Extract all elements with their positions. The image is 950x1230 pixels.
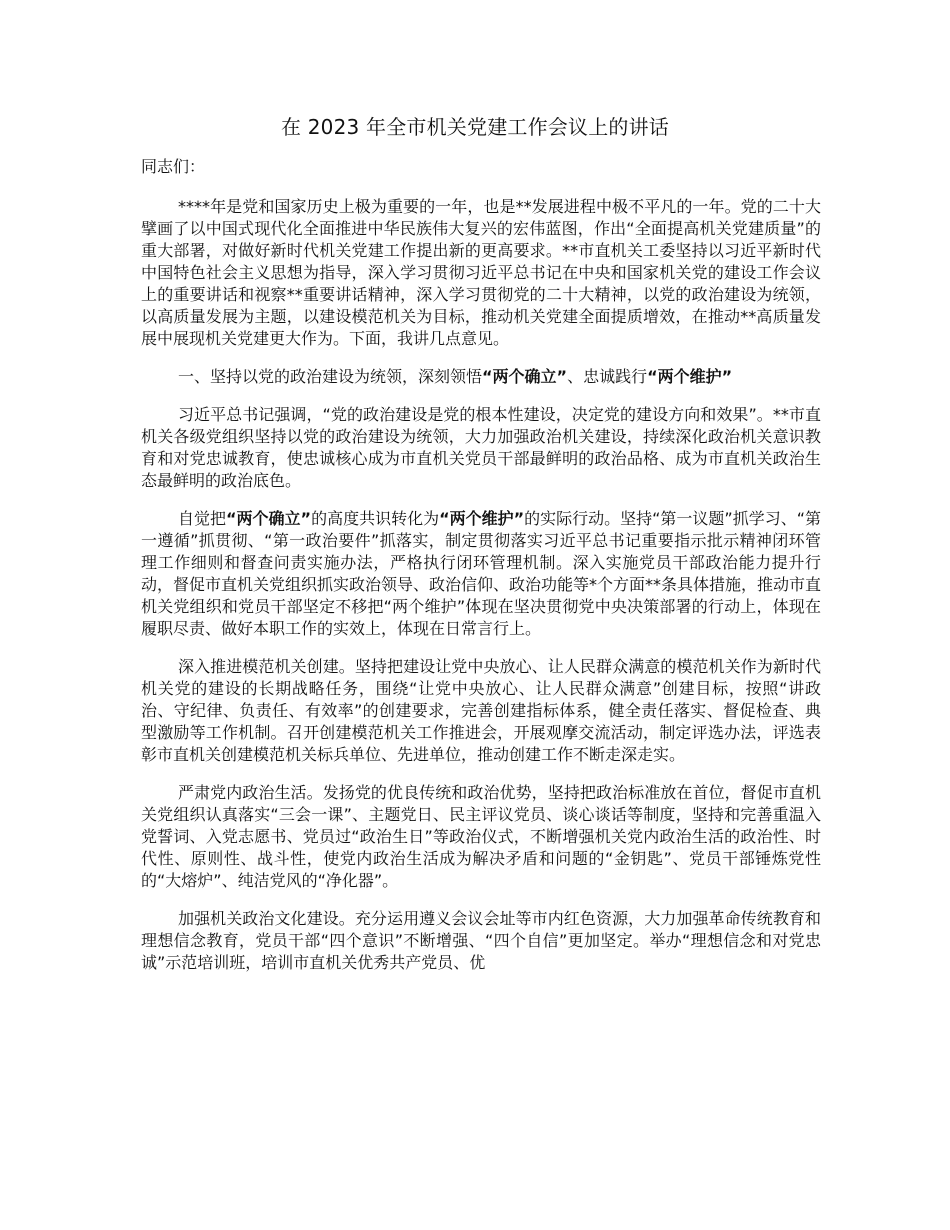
p2-text-b: 的高度共识转化为: [311, 509, 440, 528]
heading-quote-2: “两个维护”: [647, 367, 733, 386]
section-heading-1: [141, 366, 821, 388]
paragraph-5: 加强机关政治文化建设。充分运用遵义会议会址等市内红色资源，大力加强革命传统教育和理想信念教育，党员干部“四个意识”不断增强、“四个自信”更加坚定。举办“理想信念和对党忠诚”示范培训班，培训市直机关优秀共产党员、优: [141, 909, 821, 972]
heading-text-a: 一、坚持以党的政治建设为统领，深刻领悟: [178, 367, 483, 386]
p2-text-a: 自觉把: [178, 509, 227, 528]
p2-quote-1: “两个确立”: [226, 509, 312, 528]
p2-quote-2: “两个维护”: [439, 509, 525, 528]
heading-quote-1: “两个确立”: [482, 367, 568, 386]
document-title: 在 2023 年全市机关党建工作会议上的讲话: [280, 115, 669, 139]
paragraph-3: 深入推进模范机关创建。坚持把建设让党中央放心、让人民群众满意的模范机关作为新时代机关党的建设的长期战略任务，围绕“让党中央放心、让人民群众满意”创建目标，按照“讲政治、守纪律、负责任、有效率”的创建要求，完善创建指标体系，健全责任落实、督促检查、典型激励等工作机制。召开创建模范机关工作推进会，开展观摩交流活动，制定评选办法，评选表彰市直机关创建模范机关标兵单位、先进单位，推动创建工作不断走深走实。: [141, 657, 821, 764]
intro-paragraph: ****年是党和国家历史上极为重要的一年，也是**发展进程中极不平凡的一年。党的二十大擘画了以中国式现代化全面推进中华民族伟大复兴的宏伟蓝图，作出“全面提高机关党建质量”的重大部署，对做好新时代机关党建工作提出新的更高要求。**市直机关工委坚持以习近平新时代中国特色社会主义思想为指导，深入学习贯彻习近平总书记在中央和国家机关党的建设工作会议上的重要讲话和视察**重要讲话精神，深入学习贯彻党的二十大精神，以党的政治建设为统领，以高质量发展为主题，以建设模范机关为目标，推动机关党建全面提质增效，在推动**高质量发展中展现机关党建更大作为。下面，我讲几点意见。: [141, 197, 821, 348]
salutation: 同志们：: [141, 157, 206, 176]
paragraph-1: 习近平总书记强调，“党的政治建设是党的根本性建设，决定党的建设方向和效果”。**市直机关各级党组织坚持以党的政治建设为统领，大力加强政治机关建设，持续深化政治机关意识教育和对党忠诚教育，使忠诚核心成为市直机关党员干部最鲜明的政治品格、成为市直机关政治生态最鲜明的政治底色。: [141, 405, 821, 490]
p2-text-c: 的实际行动。坚持“第一议题”抓学习、“第一遵循”抓贯彻、“第一政治要件”抓落实，制定贯彻落实习近平总书记重要指示批示精神闭环管理工作细则和督查问责实施办法，严格执行闭环管理机制。深入实施党员干部政治能力提升行动，督促市直机关党组织抓实政治领导、政治信仰、政治功能等*个方面**条具体措施，推动市直机关党组织和党员干部坚定不移把“两个维护”体现在坚决贯彻党中央决策部署的行动上，体现在履职尽责、做好本职工作的实效上，体现在日常言行上。: [141, 509, 822, 638]
paragraph-2: [141, 508, 821, 640]
document-body: [141, 156, 821, 990]
heading-text-b: 、忠诚践行: [567, 367, 648, 386]
paragraph-4: 严肃党内政治生活。发扬党的优良传统和政治优势，坚持把政治标准放在首位，督促市直机关党组织认真落实“三会一课”、主题党日、民主评议党员、谈心谈话等制度，坚持和完善重温入党誓词、入党志愿书、党员过“政治生日”等政治仪式，不断增强机关党内政治生活的政治性、时代性、原则性、战斗性，使党内政治生活成为解决矛盾和问题的“金钥匙”、党员干部锤炼党性的“大熔炉”、纯洁党风的“净化器”。: [141, 783, 821, 890]
